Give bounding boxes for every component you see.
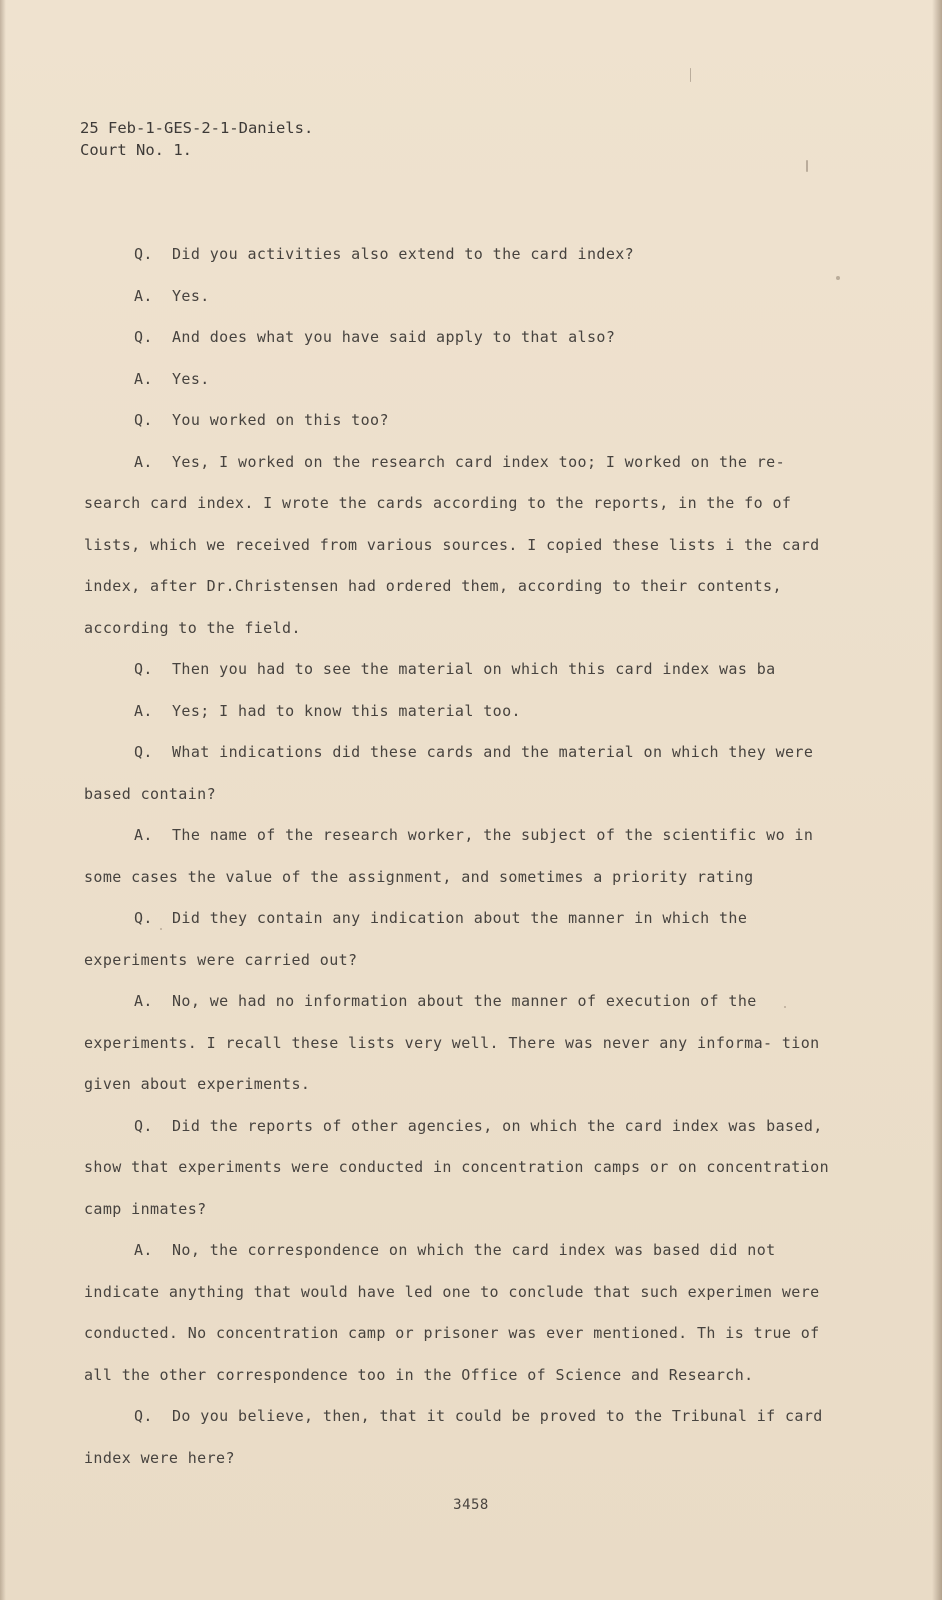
paragraph-text: Yes; I had to know this material too. [172, 701, 521, 720]
document-header [80, 117, 313, 161]
question-marker: Q. [134, 909, 153, 927]
answer-paragraph [84, 1230, 844, 1396]
paragraph-text: Do you believe, then, that it could be proved to the Tribunal if card index were here? [84, 1407, 823, 1467]
question-paragraph [84, 317, 844, 359]
header-court-line: Court No. 1. [80, 141, 192, 159]
paragraph-text: You worked on this too? [172, 411, 389, 429]
paragraph-text: No, we had no information about the manner of execution of the experiments. I recall these lists very well. There was never any informa- tion given about experiments. [84, 992, 820, 1093]
transcript-body [84, 234, 844, 1479]
question-paragraph [84, 1106, 844, 1231]
page-edge-right [932, 0, 942, 1600]
paragraph-text: Did you activities also extend to the card index? [172, 245, 635, 263]
answer-paragraph [84, 276, 844, 318]
paragraph-text: What indications did these cards and the material on which they were based contain? [84, 743, 814, 803]
answer-paragraph [84, 442, 844, 650]
paragraph-text: Yes. [172, 369, 210, 388]
answer-marker: A. [134, 826, 153, 844]
paragraph-text: Yes. [172, 286, 210, 305]
paper-speck [160, 928, 162, 930]
answer-paragraph [84, 981, 844, 1106]
answer-marker: A. [134, 992, 153, 1010]
paper-speck [806, 160, 808, 172]
question-paragraph [84, 732, 844, 815]
answer-marker: A. [134, 452, 153, 471]
answer-marker: A. [134, 701, 153, 720]
paper-speck [836, 276, 840, 280]
question-paragraph [84, 898, 844, 981]
answer-marker: A. [134, 1241, 153, 1259]
paragraph-text: Did they contain any indication about the manner in which the experiments were carried out? [84, 909, 748, 969]
answer-marker: A. [134, 286, 153, 305]
answer-paragraph [84, 815, 844, 898]
question-marker: Q. [134, 328, 153, 346]
question-marker: Q. [134, 1407, 153, 1425]
paragraph-text: Did the reports of other agencies, on which the card index was based, show that experiments were conducted in concentration camps or on concentration camp inmates? [84, 1116, 830, 1218]
header-reference-line: 25 Feb-1-GES-2-1-Daniels. [80, 119, 314, 137]
paper-speck [690, 68, 691, 82]
page-number: 3458 [453, 1497, 489, 1513]
question-marker: Q. [134, 411, 153, 429]
answer-marker: A. [134, 369, 153, 388]
question-marker: Q. [134, 660, 153, 678]
paper-speck [784, 1006, 786, 1008]
question-paragraph [84, 649, 844, 691]
paragraph-text: Yes, I worked on the research card index too; I worked on the re- search card index. I wrote the cards according to the reports, in the fo of lists, which we received from various sources. I copied these lists i the card index, after Dr.Christensen had ordered them, according to their contents, according to the field. [84, 452, 820, 637]
paragraph-text: The name of the research worker, the subject of the scientific wo in some cases the value of the assignment, and sometimes a priority rating [84, 826, 814, 886]
answer-paragraph [84, 691, 844, 733]
question-marker: Q. [134, 1116, 153, 1135]
question-paragraph [84, 1396, 844, 1479]
question-paragraph [84, 400, 844, 442]
question-paragraph [84, 234, 844, 276]
paragraph-text: No, the correspondence on which the card index was based did not indicate anything that would have led one to conclude that such experimen were conducted. No concentration camp or prisoner was ever mentioned. Th is true of all the other correspondence too in the Office of Science and Research. [84, 1241, 820, 1384]
answer-paragraph [84, 359, 844, 401]
paragraph-text: And does what you have said apply to that also? [172, 328, 616, 346]
page-edge-left [0, 0, 6, 1600]
paragraph-text: Then you had to see the material on which this card index was ba [172, 660, 776, 678]
question-marker: Q. [134, 743, 153, 761]
question-marker: Q. [134, 245, 153, 263]
